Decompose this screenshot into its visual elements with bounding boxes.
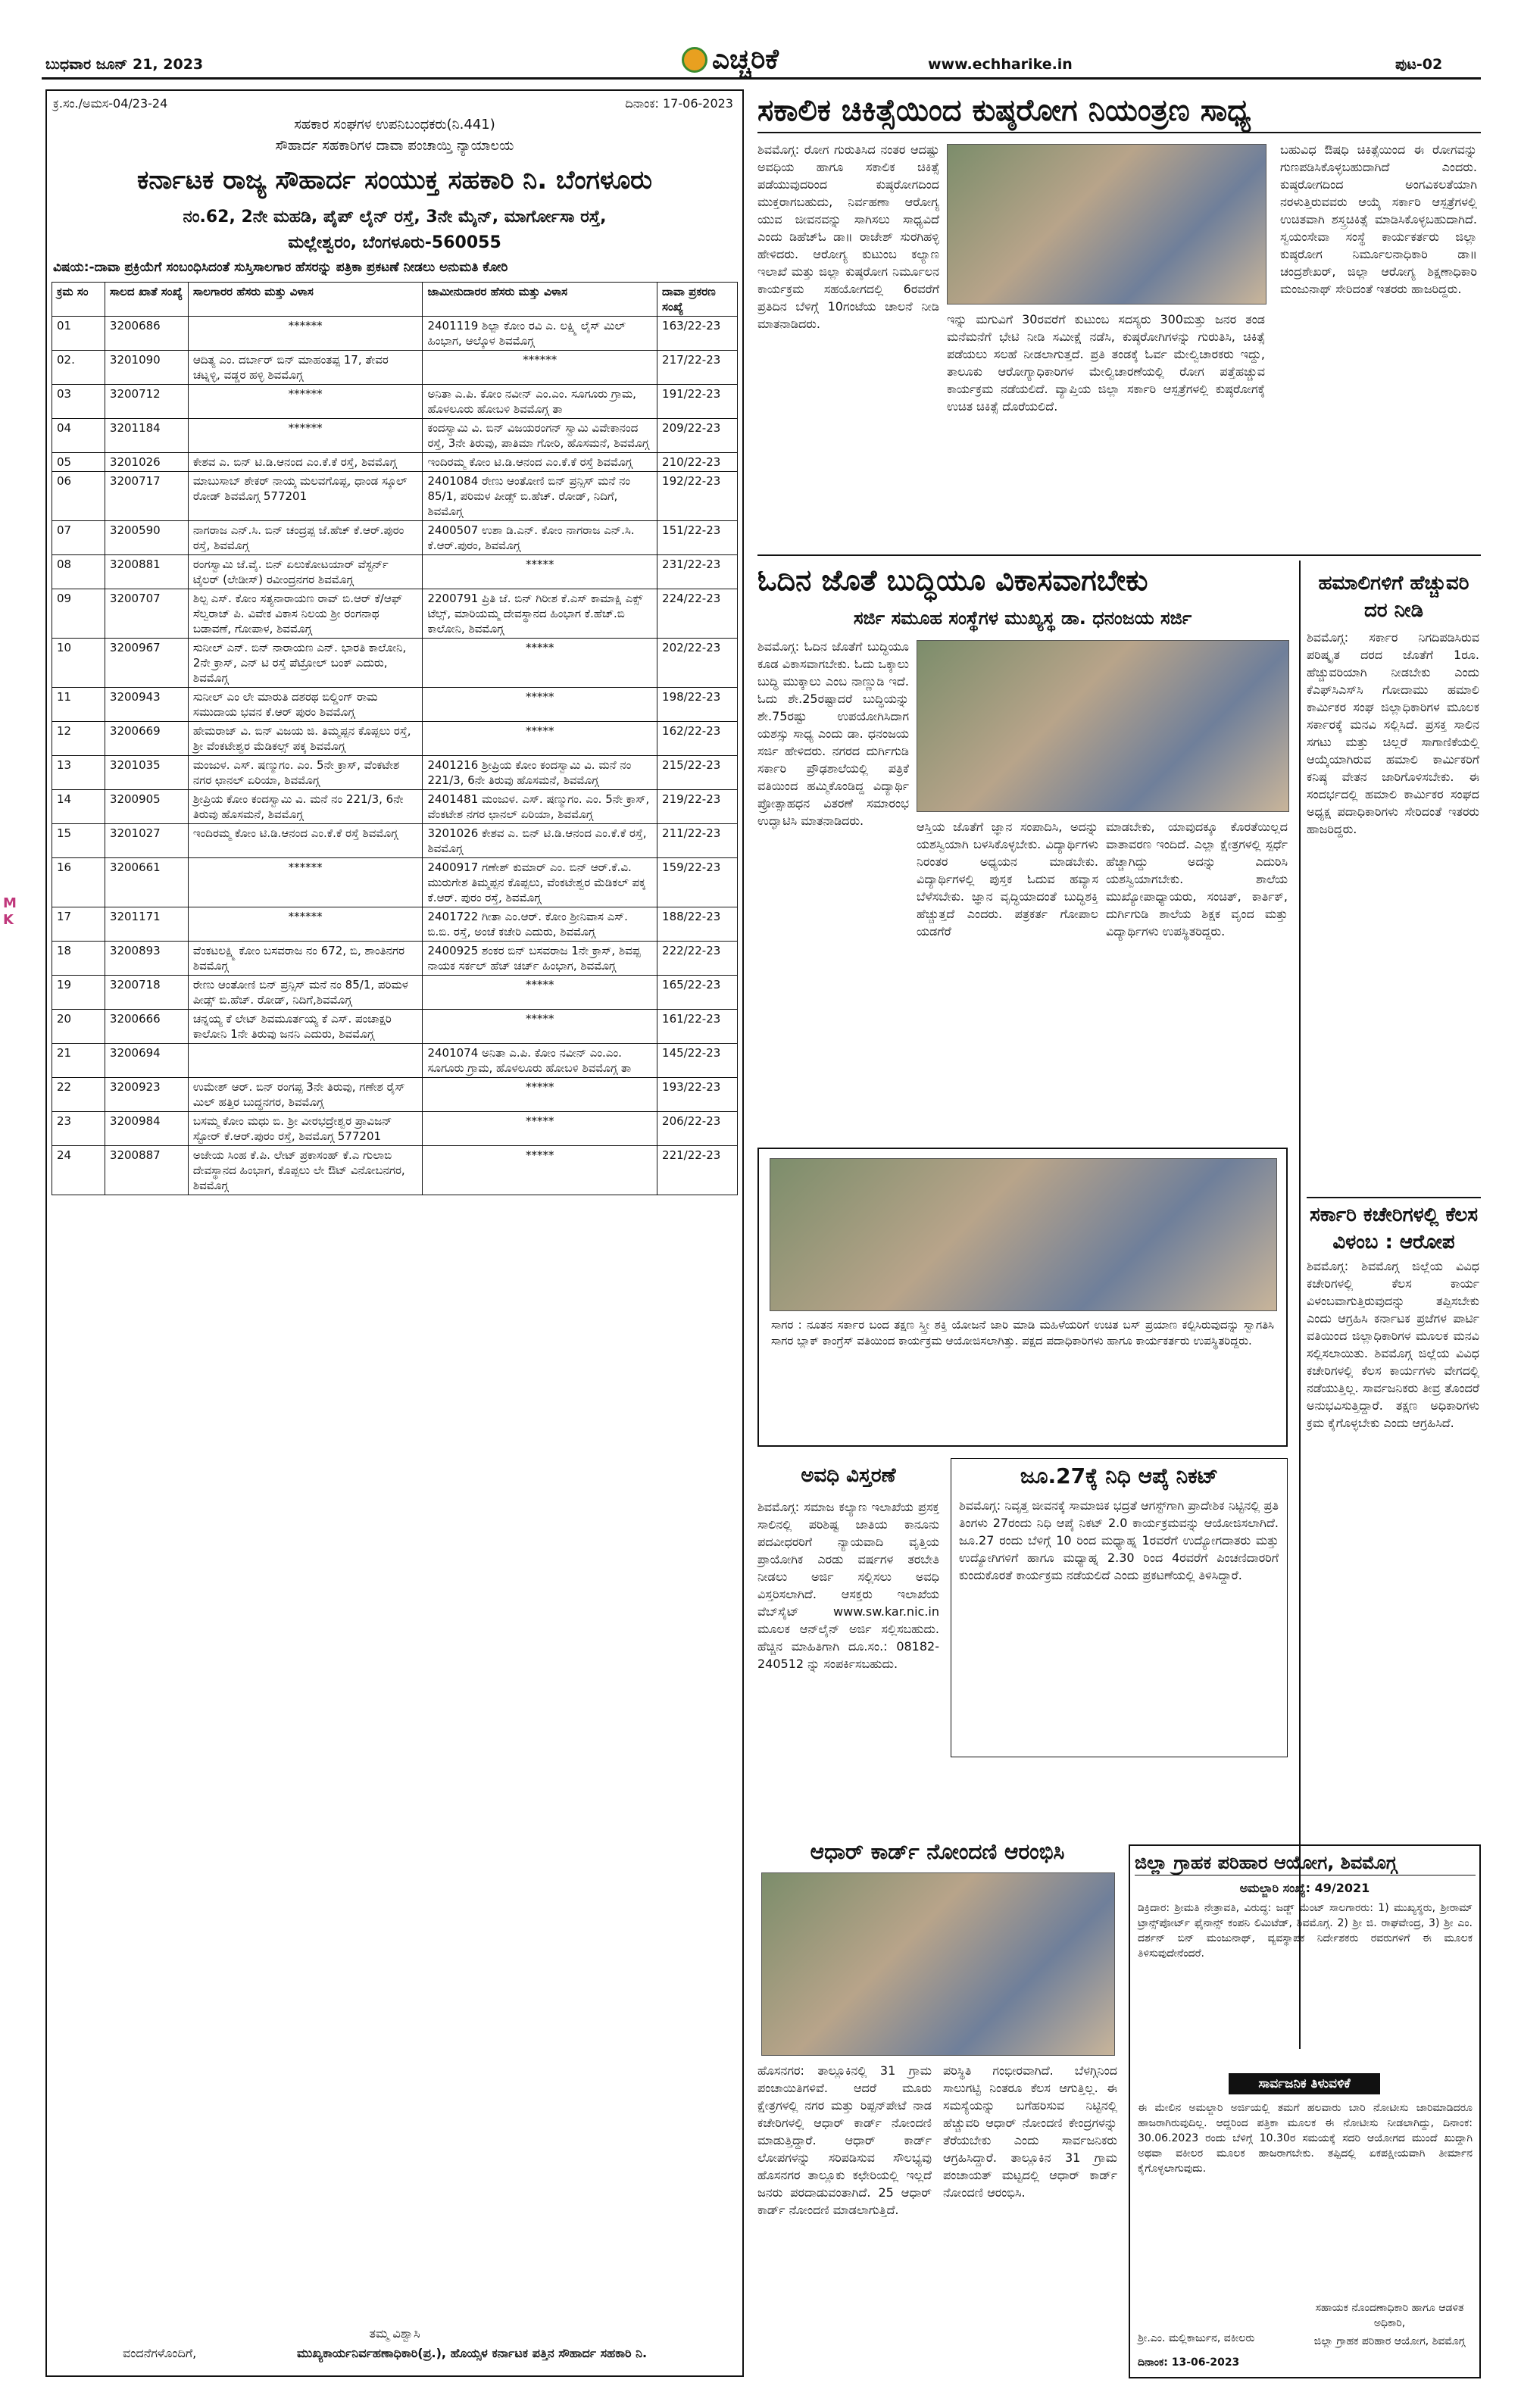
cell-serial: 07 bbox=[52, 521, 105, 555]
cell-serial: 09 bbox=[52, 589, 105, 639]
article2-subheadline: ಸರ್ಜಿ ಸಮೂಹ ಸಂಸ್ಥೆಗಳ ಮುಖ್ಯಸ್ಥ ಡಾ. ಧನಂಜಯ ಸರ್ಜಿ bbox=[853, 607, 1192, 629]
cell-guarantor: ***** bbox=[423, 976, 657, 1010]
cell-serial: 18 bbox=[52, 942, 105, 976]
section-divider bbox=[757, 554, 1481, 556]
cell-account: 3201027 bbox=[105, 824, 188, 858]
cell-serial: 16 bbox=[52, 858, 105, 907]
cell-account: 3200712 bbox=[105, 385, 188, 419]
notice-address-2: ಮಲ್ಲೇಶ್ವರಂ, ಬೆಂಗಳೂರು-560055 bbox=[288, 233, 501, 252]
cell-account: 3200881 bbox=[105, 555, 188, 589]
cell-account: 3200666 bbox=[105, 1010, 188, 1044]
article4-body: ಶಿವಮೊಗ್ಗ: ಶಿವಮೊಗ್ಗ ಜಿಲ್ಲೆಯ ವಿವಿಧ ಕಚೇರಿಗಳಲ್ಲಿ ಕೆಲಸ ಕಾರ್ಯ ವಿಳಂಬವಾಗುತ್ತಿರುವುದನ್ನು ತಪ್ಪಿಸಬೇಕು ಎಂದು ಆಗ್ರಹಿಸಿ ಕರ್ನಾಟಕ ಪ್ರಜೆಗಳ ಪಾರ್ಟಿ ವತಿಯಿಂದ ಜಿಲ್ಲಾಧಿಕಾರಿಗಳ ಮೂಲಕ ಮನವಿ ಸಲ್ಲಿಸಲಾಯಿತು. ಶಿವಮೊಗ್ಗ ಜಿಲ್ಲೆಯ ವಿವಿಧ ಕಚೇರಿಗಳಲ್ಲಿ ಕೆಲಸ ಕಾರ್ಯಗಳು ವೇಗದಲ್ಲಿ ನಡೆಯುತ್ತಿಲ್ಲ. ಸಾರ್ವಜನಿಕರು ತೀವ್ರ ತೊಂದರೆ ಅನುಭವಿಸುತ್ತಿದ್ದಾರೆ. ತಕ್ಷಣ ಅಧಿಕಾರಿಗಳು ಕ್ರಮ ಕೈಗೊಳ್ಳಬೇಕು ಎಂದು ಆಗ್ರಹಿಸಿದೆ. bbox=[1307, 1259, 1479, 1430]
cell-serial: 19 bbox=[52, 976, 105, 1010]
article3-headline: ಹಮಾಲಿಗಳಿಗೆ ಹೆಚ್ಚುವರಿ ದರ ನೀಡಿ bbox=[1318, 572, 1469, 622]
cell-case: 224/22-23 bbox=[657, 589, 738, 639]
court-signatory: ಸಹಾಯಕ ನೊಂದಣಾಧಿಕಾರಿ ಹಾಗೂ ಆಡಳಿತ ಅಧಿಕಾರಿ, bbox=[1315, 2302, 1464, 2329]
article1-col1: ಶಿವಮೊಗ್ಗ: ರೋಗ ಗುರುತಿಸಿದ ನಂತರ ಆದಷ್ಟು ಅವಧಿಯ ಹಾಗೂ ಸಕಾಲಿಕ ಚಿಕಿತ್ಸೆ ಪಡೆಯುವುದರಿಂದ ಕುಷ್ಠರೋಗದಿಂದ ಮುಕ್ತರಾಗಬಹುದು, ನಿರ್ವಹಣಾ ಆರೋಗ್ಯ ಯುವ ಜೀವನವನ್ನು ಸಾಗಿಸಲು ಸಾಧ್ಯವಿದೆ ಎಂದು ಡಿಹೆಚ್‌ಓ ಡಾ॥ ರಾಜೇಶ್ ಸುರಗಿಹಳ್ಳಿ ಹೇಳಿದರು. ಆರೋಗ್ಯ ಕುಟುಂಬ ಕಲ್ಯಾಣ ಇಲಾಖೆ ಮತ್ತು ಜಿಲ್ಲಾ ಕುಷ್ಠರೋಗ ನಿರ್ಮೂಲನ ಕಾರ್ಯಕ್ರಮ ಸಹಯೋಗದಲ್ಲಿ 6ರವರೆಗೆ ಪ್ರತಿದಿನ ಬೆಳಿಗ್ಗೆ 10ಗಂಟೆಯ ಚಾಲನೆ ನೀಡಿ ಮಾತನಾಡಿದರು. bbox=[757, 142, 939, 331]
court-office: ಜಿಲ್ಲಾ ಗ್ರಾಹಕ ಪರಿಹಾರ ಆಯೋಗ, ಶಿವಮೊಗ್ಗ bbox=[1313, 2335, 1466, 2347]
cell-serial: 03 bbox=[52, 385, 105, 419]
cell-case: 163/22-23 bbox=[657, 317, 738, 351]
table-row bbox=[52, 1010, 738, 1044]
cell-case: 209/22-23 bbox=[657, 419, 738, 453]
table-row bbox=[52, 688, 738, 722]
cell-serial: 06 bbox=[52, 472, 105, 521]
cell-case: 151/22-23 bbox=[657, 521, 738, 555]
cell-account: 3200923 bbox=[105, 1078, 188, 1112]
cell-guarantor: ಕಂದಸ್ವಾಮಿ ವಿ. ಬಿನ್ ವಿಜಯರಂಗನ್ ಸ್ವಾಮಿ ವಿವೇಕಾನಂದ ರಸ್ತೆ, 3ನೇ ತಿರುವು, ಪಾತಿಮಾ ಗೋರಿ, ಹೊಸಮನೆ, ಶಿವಮೊಗ್ಗ bbox=[423, 419, 657, 453]
cell-account: 3200669 bbox=[105, 722, 188, 756]
cell-serial: 24 bbox=[52, 1146, 105, 1195]
cell-case: 188/22-23 bbox=[657, 907, 738, 942]
cell-serial: 10 bbox=[52, 639, 105, 688]
cell-guarantor: 2401084 ರೇಣು ಆಂತೋಣಿ ಬಿನ್ ಪ್ರನ್ಸಿಸ್ ಮನೆ ನಂ 85/1, ಪರಿಮಳ ಪೀಡ್ಸ್ ಬಿ.ಹೆಚ್. ರೋಡ್, ನಿದಿಗೆ, ಶಿವಮೊಗ್ಗ bbox=[423, 472, 657, 521]
table-header-row bbox=[52, 283, 738, 317]
article6-body: ಶಿವಮೊಗ್ಗ: ನಿವೃತ್ತ ಜೀವನಕ್ಕೆ ಸಾಮಾಜಿಕ ಭದ್ರತೆ ಆಗಸ್ಟ್‌ಗಾಗಿ ಪ್ರಾದೇಶಿಕ ನಿಟ್ಟಿನಲ್ಲಿ ಪ್ರತಿ ತಿಂಗಳು 27ರಂದು ನಿಧಿ ಆಪ್ಕೆ ನಿಕಟ್ 2.0 ಕಾರ್ಯಕ್ರಮವನ್ನು ಆಯೋಜಿಸಲಾಗಿದೆ. ಜೂ.27 ರಂದು ಬೆಳಿಗ್ಗೆ 10 ರಿಂದ ಮಧ್ಯಾಹ್ನ 1ರವರೆಗೆ ಉದ್ಯೋಗದಾತರು ಮತ್ತು ಉದ್ಯೋಗಿಗಳಿಗೆ ಹಾಗೂ ಮಧ್ಯಾಹ್ನ 2.30 ರಿಂದ 4ರವರೆಗೆ ಪಿಂಚಣಿದಾರರಿಗೆ ಕುಂದುಕೊರತೆ ಕಾರ್ಯಕ್ರಮ ನಡೆಯಲಿದೆ ಎಂದು ಪ್ರಕಟಣೆಯಲ್ಲಿ ತಿಳಿಸಿದ್ದಾರೆ. bbox=[959, 1498, 1279, 1582]
logo-emblem-icon bbox=[682, 47, 707, 73]
cell-guarantor: ಇಂದಿರಮ್ಮ ಕೋಂ ಟಿ.ಡಿ.ಆನಂದ ಎಂ.ಕೆ.ಕೆ ರಸ್ತೆ ಶಿವಮೊಗ್ಗ bbox=[423, 453, 657, 472]
cell-serial: 08 bbox=[52, 555, 105, 589]
cell-guarantor: ***** bbox=[423, 722, 657, 756]
article4-headline: ಸರ್ಕಾರಿ ಕಚೇರಿಗಳಲ್ಲಿ ಕೆಲಸ ವಿಳಂಬ : ಆರೋಪ bbox=[1307, 1197, 1481, 1256]
table-row bbox=[52, 317, 738, 351]
table-row bbox=[52, 453, 738, 472]
cell-guarantor: ***** bbox=[423, 555, 657, 589]
cell-guarantor: 2400917 ಗಣೇಶ್ ಕುಮಾರ್ ಎಂ. ಬಿನ್ ಆರ್.ಕೆ.ವಿ. ಮುರುಗೇಶ ತಿಮ್ಮಪ್ಪನ ಕೊಪ್ಪಲು, ವೆಂಕಟೇಶ್ವರ ಮೆಡಿಕಲ್ ಪಕ್ಕ ಕೆ.ಆರ್. ಪುರಂ ರಸ್ತೆ, ಶಿವಮೊಗ್ಗ bbox=[423, 858, 657, 907]
cell-borrower: ಶ್ರೀಪ್ರಿಯ ಕೋಂ ಕಂದಸ್ವಾಮಿ ವಿ. ಮನೆ ನಂ 221/3, 6ನೇ ತಿರುವು ಹೊಸಮನೆ, ಶಿವಮೊಗ್ಗ bbox=[188, 790, 423, 824]
issue-date: ಬುಧವಾರ ಜೂನ್ 21, 2023 bbox=[45, 56, 204, 73]
table-row bbox=[52, 1112, 738, 1146]
cell-serial: 12 bbox=[52, 722, 105, 756]
cell-guarantor: ***** bbox=[423, 1010, 657, 1044]
cell-guarantor: 2401074 ಅನಿತಾ ಎ.ಪಿ. ಕೋಂ ನವೀನ್ ಎಂ.ಎಂ. ಸೂಗೂರು ಗ್ರಾಮ, ಹೊಳಲೂರು ಹೋಬಳಿ ಶಿವಮೊಗ್ಗ ತಾ bbox=[423, 1044, 657, 1078]
col-header-guarantor: ಜಾಮೀನುದಾರರ ಹೆಸರು ಮತ್ತು ವಿಳಾಸ bbox=[423, 283, 657, 317]
cell-account: 3201090 bbox=[105, 351, 188, 385]
table-row bbox=[52, 1044, 738, 1078]
cell-borrower: ****** bbox=[188, 385, 423, 419]
cell-borrower: ಅಜೇಯ ಸಿಂಹ ಕೆ.ಪಿ. ಲೇಟ್ ಪ್ರಕಾಸಂಹ್ ಕೆ.ಎ ಗುಲಾಬಿ ದೇವಸ್ಥಾನದ ಹಿಂಭಾಗ, ಕೊಪ್ಪಲು ಲೇ ಔಟ್ ವಿನೋಬನಗರ, ಶಿವಮೊಗ್ಗ bbox=[188, 1146, 423, 1195]
public-notice-body: ಈ ಮೇಲಿನ ಅಮಲ್ಜಾರಿ ಅರ್ಜಿಯಲ್ಲಿ ತಮಗೆ ಹಲವಾರು ಬಾರಿ ನೋಟೀಸು ಜಾರಿಮಾಡಿದರೂ ಹಾಜರಾಗಿರುವುದಿಲ್ಲ. ಆದ್ದರಿಂದ ಪತ್ರಿಕಾ ಮೂಲಕ ಈ ನೋಟೀಸು ನೀಡಲಾಗಿದ್ದು, ದಿನಾಂಕ: 30.06.2023 ರಂದು ಬೆಳಿಗ್ಗೆ 10.30ರ ಸಮಯಕ್ಕೆ ಸದರಿ ಆಯೋಗದ ಮುಂದೆ ಖುದ್ದಾಗಿ ಅಥವಾ ವಕೀಲರ ಮೂಲಕ ಹಾಜರಾಗಬೇಕು. ತಪ್ಪಿದಲ್ಲಿ ಏಕಪಕ್ಷೀಯವಾಗಿ ತೀರ್ಮಾನ ಕೈಗೊಳ್ಳಲಾಗುವುದು. bbox=[1138, 2102, 1473, 2175]
cell-guarantor: 2401119 ಶಿಲ್ಪಾ ಕೋಂ ರವಿ ಎ. ಲಕ್ಷ್ಮಿ ಲೈಸ್ ಮಿಲ್ ಹಿಂಭಾಗ, ಆಲ್ಕೊಳ ಶಿವಮೊಗ್ಗ bbox=[423, 317, 657, 351]
cell-guarantor: ****** bbox=[423, 351, 657, 385]
cell-account: 3201171 bbox=[105, 907, 188, 942]
cell-guarantor: ***** bbox=[423, 639, 657, 688]
photo-caption: ಸಾಗರ : ನೂತನ ಸರ್ಕಾರ ಬಂದ ತಕ್ಷಣ ಸ್ತ್ರೀ ಶಕ್ತಿ ಯೋಜನೆ ಜಾರಿ ಮಾಡಿ ಮಹಿಳೆಯರಿಗೆ ಉಚಿತ ಬಸ್ ಪ್ರಯಾಣ ಕಲ್ಪಿಸಿರುವುದನ್ನು ಸ್ವಾಗತಿಸಿ ಸಾಗರ ಬ್ಲಾಕ್ ಕಾಂಗ್ರೆಸ್ ವತಿಯಿಂದ ಕಾರ್ಯಕ್ರಮ ಆಯೋಜಿಸಲಾಗಿತ್ತು. ಪಕ್ಷದ ಪದಾಧಿಕಾರಿಗಳು ಹಾಗೂ ಕಾರ್ಯಕರ್ತರು ಉಪಸ್ಥಿತರಿದ್ದರು. bbox=[771, 1318, 1274, 1348]
article6-box bbox=[951, 1458, 1288, 1757]
table-row bbox=[52, 942, 738, 976]
table-row bbox=[52, 1146, 738, 1195]
article7-col1: ಹೊಸನಗರ: ತಾಲ್ಲೂಕಿನಲ್ಲಿ 31 ಗ್ರಾಮ ಪಂಚಾಯಿತಿಗಳಿವೆ. ಆದರೆ ಮೂರು ಕ್ಷೇತ್ರಗಳಲ್ಲಿ ನಗರ ಮತ್ತು ರಿಪ್ಪನ್‌ಪೇಟೆ ನಾಡ ಕಚೇರಿಗಳಲ್ಲಿ ಆಧಾರ್ ಕಾರ್ಡ್ ನೋಂದಣಿ ಮಾಡುತ್ತಿದ್ದಾರೆ. ಆಧಾರ್ ಕಾರ್ಡ್ ಲೋಪಗಳನ್ನು ಸರಿಪಡಿಸುವ ಸೌಲಭ್ಯವು ಹೊಸನಗರ ತಾಲ್ಲೂಕು ಕಛೇರಿಯಲ್ಲಿ ಇಲ್ಲದೆ ಜನರು ಪರದಾಡುವಂತಾಗಿದೆ. 25 ಆಧಾರ್ ಕಾರ್ಡ್ ನೋಂದಣಿ ಮಾಡಲಾಗುತ್ತಿದೆ. bbox=[757, 2063, 932, 2217]
cell-case: 217/22-23 bbox=[657, 351, 738, 385]
cell-serial: 23 bbox=[52, 1112, 105, 1146]
cell-borrower: ಮಂಜುಳ. ಎಸ್. ಷಣ್ಮುಗಂ. ಎಂ. 5ನೇ ಕ್ರಾಸ್, ವೆಂಕಟೇಶ ನಗರ ಛಾನಲ್ ಏರಿಯಾ, ಶಿವಮೊಗ್ಗ bbox=[188, 756, 423, 790]
col-header-case: ದಾವಾ ಪ್ರಕರಣ ಸಂಖ್ಯೆ bbox=[657, 283, 738, 317]
cell-serial: 21 bbox=[52, 1044, 105, 1078]
header-divider bbox=[42, 77, 1481, 80]
cell-account: 3200590 bbox=[105, 521, 188, 555]
table-row bbox=[52, 589, 738, 639]
cell-case: 231/22-23 bbox=[657, 555, 738, 589]
cell-borrower: ಕೇಶವ ಎ. ಬಿನ್ ಟಿ.ಡಿ.ಆನಂದ ಎಂ.ಕೆ.ಕೆ ರಸ್ತೆ, ಶಿವಮೊಗ್ಗ bbox=[188, 453, 423, 472]
cell-borrower: ಶಿಲ್ಪ ಎಸ್. ಕೋಂ ಸತ್ಯನಾರಾಯಣ ರಾವ್ ಬಿ.ಆರ್ ಕೆ/ಆಫ್ ಸೆಲ್ವರಾಜ್ ಪಿ. ವಿವೇಕ ವಿಕಾಸ ನಿಲಯ ಶ್ರೀ ರಂಗನಾಥ ಬಡಾವಣೆ, ಗೋಪಾಳ, ಶಿವಮೊಗ್ಗ bbox=[188, 589, 423, 639]
cell-guarantor: 3201026 ಕೇಶವ ಎ. ಬಿನ್ ಟಿ.ಡಿ.ಆನಂದ ಎಂ.ಕೆ.ಕೆ ರಸ್ತೆ, ಶಿವಮೊಗ್ಗ bbox=[423, 824, 657, 858]
legal-notice-box bbox=[45, 89, 744, 2377]
cell-borrower: ರೇಣು ಆಂತೋಣಿ ಬಿನ್ ಪ್ರನ್ಸಿಸ್ ಮನೆ ನಂ 85/1, ಪರಿಮಳ ಪೀಡ್ಸ್ ಬಿ.ಹೆಚ್. ರೋಡ್, ನಿದಿಗೆ,ಶಿವಮೊಗ್ಗ bbox=[188, 976, 423, 1010]
page-number: ಪುಟ-02 bbox=[1395, 56, 1443, 73]
table-row bbox=[52, 824, 738, 858]
cell-guarantor: 2401481 ಮಂಜುಳ. ಎಸ್. ಷಣ್ಮುಗಂ. ಎಂ. 5ನೇ ಕ್ರಾಸ್, ವೆಂಕಟೇಶ ನಗರ ಛಾನಲ್ ಏರಿಯಾ, ಶಿವಮೊಗ್ಗ bbox=[423, 790, 657, 824]
cell-account: 3200893 bbox=[105, 942, 188, 976]
column-divider bbox=[1299, 561, 1301, 2049]
notice-regards: ವಂದನೆಗಳೊಂದಿಗೆ, bbox=[123, 2346, 197, 2360]
cell-case: 219/22-23 bbox=[657, 790, 738, 824]
table-row bbox=[52, 419, 738, 453]
cell-account: 3200718 bbox=[105, 976, 188, 1010]
rally-photo bbox=[770, 1158, 1277, 1311]
cell-account: 3200967 bbox=[105, 639, 188, 688]
cell-guarantor: 2400507 ಉಶಾ ಡಿ.ಎನ್. ಕೋಂ ನಾಗರಾಜ ಎನ್.ಸಿ. ಕೆ.ಆರ್.ಪುರಂ, ಶಿವಮೊಗ್ಗ bbox=[423, 521, 657, 555]
table-row bbox=[52, 521, 738, 555]
article5-body: ಶಿವಮೊಗ್ಗ: ಸಮಾಜ ಕಲ್ಯಾಣ ಇಲಾಖೆಯ ಪ್ರಸಕ್ತ ಸಾಲಿನಲ್ಲಿ ಪರಿಶಿಷ್ಟ ಜಾತಿಯ ಕಾನೂನು ಪದವೀಧರರಿಗೆ ನ್ಯಾಯವಾದಿ ವೃತ್ತಿಯ ಪ್ರಾಯೋಗಿಕ ಎರಡು ವರ್ಷಗಳ ತರಬೇತಿ ನೀಡಲು ಅರ್ಜಿ ಸಲ್ಲಿಸಲು ಅವಧಿ ವಿಸ್ತರಿಸಲಾಗಿದೆ. ಆಸಕ್ತರು ಇಲಾಖೆಯ ವೆಬ್‌ಸೈಟ್ www.sw.kar.nic.in ಮೂಲಕ ಆನ್‌ಲೈನ್ ಅರ್ಜಿ ಸಲ್ಲಿಸಬಹುದು. ಹೆಚ್ಚಿನ ಮಾಹಿತಿಗಾಗಿ ದೂ.ಸಂ.: 08182-240512 ನ್ನು ಸಂಪರ್ಕಿಸಬಹುದು. bbox=[757, 1500, 939, 1671]
cell-account: 3201184 bbox=[105, 419, 188, 453]
cell-borrower: ಇಂದಿರಮ್ಮ ಕೋಂ ಟಿ.ಡಿ.ಆನಂದ ಎಂ.ಕೆ.ಕೆ ರಸ್ತೆ ಶಿವಮೊಗ್ಗ bbox=[188, 824, 423, 858]
notice-address-1: ನಂ.62, 2ನೇ ಮಹಡಿ, ಪೈಪ್ ಲೈನ್ ರಸ್ತೆ, 3ನೇ ಮೈನ್, ಮಾರ್ಗೋಸಾ ರಸ್ತೆ, bbox=[183, 208, 607, 226]
col-header-serial: ಕ್ರಮ ಸಂ bbox=[52, 283, 105, 317]
cell-borrower: ನಾಗರಾಜ ಎನ್.ಸಿ. ಬಿನ್ ಚಂದ್ರಪ್ಪ ಜೆ.ಹೆಚ್ ಕೆ.ಆರ್.ಪುರಂ ರಸ್ತೆ, ಶಿವಮೊಗ್ಗ bbox=[188, 521, 423, 555]
cell-serial: 22 bbox=[52, 1078, 105, 1112]
cell-borrower: ****** bbox=[188, 419, 423, 453]
cell-serial: 13 bbox=[52, 756, 105, 790]
court-body: ಡಿಕ್ರಿದಾರ: ಶ್ರೀಮತಿ ನೇತ್ರಾವತಿ, ವಿರುದ್ಧ: ಜಡ್ಜ್ ಮೆಂಟ್ ಸಾಲಗಾರರು: 1) ಮುಖ್ಯಸ್ಥರು, ಶ್ರೀರಾಮ್ ಟ್ರಾನ್ಸ್‌ಪೋರ್ಟ್ ಫೈನಾನ್ಸ್ ಕಂಪನಿ ಲಿಮಿಟೆಡ್, ಶಿವಮೊಗ್ಗ. 2) ಶ್ರೀ ಜಿ. ರಾಘವೇಂದ್ರ, 3) ಶ್ರೀ ಎಂ. ದರ್ಶನ್ ಬಿನ್ ಮಂಜುನಾಥ್, ವ್ಯವಸ್ಥಾಪಕ ನಿರ್ದೇಶಕರು ರವರುಗಳಿಗೆ ಈ ಮೂಲಕ ತಿಳಿಸುವುದೇನೆಂದರೆ. bbox=[1138, 1902, 1473, 1960]
cell-borrower: ಬಸಮ್ಮ ಕೋಂ ಮಧು ಬಿ. ಶ್ರೀ ವೀರಭದ್ರೇಶ್ವರ ಪ್ರಾವಿಜನ್ ಸ್ಟೋರ್ ಕೆ.ಆರ್.ಪುರಂ ರಸ್ತೆ, ಶಿವಮೊಗ್ಗ 577201 bbox=[188, 1112, 423, 1146]
cell-case: 165/22-23 bbox=[657, 976, 738, 1010]
cell-serial: 15 bbox=[52, 824, 105, 858]
article2-col2: ಆಸ್ತಿಯ ಜೊತೆಗೆ ಜ್ಞಾನ ಸಂಪಾದಿಸಿ, ಅದನ್ನು ಯಶಸ್ವಿಯಾಗಿ ಬಳಸಿಕೊಳ್ಳಬೇಕು. ವಿದ್ಯಾರ್ಥಿಗಳು ನಿರಂತರ ಅಧ್ಯಯನ ಮಾಡಬೇಕು. ವಿದ್ಯಾರ್ಥಿಗಳಲ್ಲಿ ಪುಸ್ತಕ ಓದುವ ಹವ್ಯಾಸ ಬೆಳೆಸಬೇಕು. ಜ್ಞಾನ ವೃದ್ಧಿಯಾದಂತೆ ಬುದ್ಧಿಶಕ್ತಿ ಹೆಚ್ಚುತ್ತದೆ ಎಂದರು. ಪತ್ರಕರ್ತ ಗೋಪಾಲ ಯಡಗೆರೆ bbox=[917, 820, 1098, 939]
cell-serial: 20 bbox=[52, 1010, 105, 1044]
notice-ref: ಕ್ರ.ಸಂ./ಅಮಸ-04/23-24 bbox=[53, 96, 168, 111]
table-row bbox=[52, 639, 738, 688]
article2-col3: ಮಾಡಬೇಕು, ಯಾವುದಕ್ಕೂ ಕೊರತೆಯಿಲ್ಲದ ವಾತಾವರಣ ಇಂದಿದೆ. ಎಲ್ಲಾ ಕ್ಷೇತ್ರಗಳಲ್ಲಿ ಸ್ಪರ್ಧೆ ಹೆಚ್ಚಾಗಿದ್ದು ಅದನ್ನು ಎದುರಿಸಿ ಯಶಸ್ವಿಯಾಗಬೇಕು. ಶಾಲೆಯ ಮುಖ್ಯೋಪಾಧ್ಯಾಯರು, ಸಂಚಿತ್, ಕಾರ್ತಿಕ್, ದುರ್ಗಿಗುಡಿ ಶಾಲೆಯ ಶಿಕ್ಷಕ ವೃಂದ ಮತ್ತು ವಿದ್ಯಾರ್ಥಿಗಳು ಉಪಸ್ಥಿತರಿದ್ದರು. bbox=[1106, 820, 1288, 939]
notice-authority: ಸಹಕಾರ ಸಂಘಗಳ ಉಪನಿಬಂಧಕರು(ನಿ.441) bbox=[294, 117, 495, 133]
article1-col3: ಬಹುವಿಧ ಔಷಧಿ ಚಿಕಿತ್ಸೆಯಿಂದ ಈ ರೋಗವನ್ನು ಗುಣಪಡಿಸಿಕೊಳ್ಳಬಹುದಾಗಿದೆ ಎಂದರು. ಕುಷ್ಠರೋಗದಿಂದ ಅಂಗವಿಕಲತೆಯಾಗಿ ನರಳುತ್ತಿರುವವರು ಆಯ್ಕೆ ಸರ್ಕಾರಿ ಆಸ್ಪತ್ರೆಗಳಲ್ಲಿ ಉಚಿತವಾಗಿ ಶಸ್ತ್ರಚಿಕಿತ್ಸೆ ಮಾಡಿಸಿಕೊಳ್ಳಬಹುದಾಗಿದೆ. ಸ್ವಯಂಸೇವಾ ಸಂಸ್ಥೆ ಕಾರ್ಯಕರ್ತರು ಜಿಲ್ಲಾ ಕುಷ್ಠರೋಗ ನಿರ್ಮೂಲನಾಧಿಕಾರಿ ಡಾ॥ ಚಂದ್ರಶೇಖರ್, ಜಿಲ್ಲಾ ಆರೋಗ್ಯ ಶಿಕ್ಷಣಾಧಿಕಾರಿ ಮಂಜುನಾಥ್ ಸೇರಿದಂತೆ ಇತರರು ಹಾಜರಿದ್ದರು. bbox=[1280, 142, 1477, 296]
cell-case: 222/22-23 bbox=[657, 942, 738, 976]
cell-guarantor: ***** bbox=[423, 1146, 657, 1195]
cell-account: 3200943 bbox=[105, 688, 188, 722]
masthead-logo[interactable] bbox=[682, 44, 779, 76]
cell-borrower: ಆದಿತ್ಯ ಎಂ. ದರ್ಬಾರ್ ಬಿನ್ ಮಾಹಂತಪ್ಪ 17, ತೇವರ ಚಟ್ನಳ್ಳಿ, ವಡ್ಡರ ಹಳ್ಳಿ ಶಿವಮೊಗ್ಗ bbox=[188, 351, 423, 385]
article2-headline: ಓದಿನ ಜೊತೆ ಬುದ್ಧಿಯೂ ವಿಕಾಸವಾಗಬೇಕು bbox=[757, 564, 1148, 597]
cell-borrower: ರಂಗಸ್ವಾಮಿ ಜೆ.ವೈ. ಬಿನ್ ಏಲುಕೋಟಯಾರ್ ವೆಸ್ಟರ್ನ್ ಟೈಲರ್ (ಲೇಡೀಸ್) ರವೀಂದ್ರನಗರ ಶಿವಮೊಗ್ಗ bbox=[188, 555, 423, 589]
notice-org-title: ಕರ್ನಾಟಕ ರಾಜ್ಯ ಸೌಹಾರ್ದ ಸಂಯುಕ್ತ ಸಹಕಾರಿ ನಿ. ಬೆಂಗಳೂರು bbox=[137, 165, 652, 195]
cell-account: 3200707 bbox=[105, 589, 188, 639]
cell-guarantor: 2401722 ಗೀತಾ ಎಂ.ಆರ್. ಕೋಂ ಶ್ರೀನಿವಾಸ ಎಸ್. ಬಿ.ಬಿ. ರಸ್ತೆ, ಅಂಚೆ ಕಚೇರಿ ಎದುರು, ಶಿವಮೊಗ್ಗ bbox=[423, 907, 657, 942]
cell-serial: 04 bbox=[52, 419, 105, 453]
article1-col2: ಇನ್ನು ಮಗುವಿಗೆ 30ರವರೆಗೆ ಕುಟುಂಬ ಸದಸ್ಯರು 300ಮತ್ತು ಜನರ ತಂಡ ಮನೆಮನೆಗೆ ಭೇಟಿ ನೀಡಿ ಸಮೀಕ್ಷೆ ನಡೆಸಿ, ಕುಷ್ಠರೋಗಿಗಳನ್ನು ಗುರುತಿಸಿ, ಚಿಕಿತ್ಸೆ ಪಡೆಯಲು ಸಲಹೆ ನೀಡಲಾಗುತ್ತದೆ. ಪ್ರತಿ ತಂಡಕ್ಕೆ ಓರ್ವ ಮೇಲ್ವಿಚಾರಕರು ಇದ್ದು, ತಾಲೂಕು ಆರೋಗ್ಯಾಧಿಕಾರಿಗಳ ಮೇಲ್ವಿಚಾರಣೆಯಲ್ಲಿ ರೋಗ ಪತ್ತೆಹಚ್ಚುವ ಕಾರ್ಯಕ್ರಮ ನಡೆಯಲಿದೆ. ವ್ಯಾಪ್ತಿಯ ಜಿಲ್ಲಾ ಸರ್ಕಾರಿ ಆಸ್ಪತ್ರೆಗಳಲ್ಲಿ ಕುಷ್ಠರೋಗಕ್ಕೆ ಉಚಿತ ಚಿಕಿತ್ಸೆ ದೊರೆಯಲಿದೆ. bbox=[947, 312, 1265, 414]
cell-borrower: ಚನ್ನಯ್ಯ ಕೆ ಲೇಟ್ ಶಿವಮೂರ್ತಯ್ಯ ಕೆ ಎಸ್. ಪಂಚಾಕ್ಷರಿ ಕಾಲೋನಿ 1ನೇ ತಿರುವು ಜನನಿ ಎದುರು, ಶಿವಮೊಗ್ಗ bbox=[188, 1010, 423, 1044]
table-row bbox=[52, 351, 738, 385]
cell-case: 215/22-23 bbox=[657, 756, 738, 790]
court-advocate: ಶ್ರೀ.ಎಂ. ಮಲ್ಲಿಕಾರ್ಜುನ, ವಕೀಲರು bbox=[1138, 2332, 1255, 2344]
cell-account: 3200984 bbox=[105, 1112, 188, 1146]
notice-subject: ವಿಷಯ:-ದಾವಾ ಪ್ರಕ್ರಿಯೆಗೆ ಸಂಬಂಧಿಸಿದಂತೆ ಸುಸ್ತಿಸಾಲಗಾರ ಹೆಸರನ್ನು ಪತ್ರಿಕಾ ಪ್ರಕಟಣೆ ನೀಡಲು ಅನುಮತಿ ಕೋರಿ bbox=[53, 260, 508, 275]
table-row bbox=[52, 1078, 738, 1112]
cell-case: 221/22-23 bbox=[657, 1146, 738, 1195]
cell-borrower: ವೆಂಕಟಲಕ್ಷ್ಮಿ ಕೋಂ ಬಸವರಾಜ ನಂ 672, ಬಿ, ಶಾಂತಿನಗರ ಶಿವಮೊಗ್ಗ bbox=[188, 942, 423, 976]
cell-account: 3201026 bbox=[105, 453, 188, 472]
cell-case: 202/22-23 bbox=[657, 639, 738, 688]
col-header-account: ಸಾಲದ ಖಾತೆ ಸಂಖ್ಯೆ bbox=[105, 283, 188, 317]
cell-guarantor: ***** bbox=[423, 688, 657, 722]
public-notice-title: ಸಾರ್ವಜನಿಕ ತಿಳುವಳಿಕೆ bbox=[1229, 2073, 1380, 2094]
cell-borrower: ಸುನೀಲ್ ಎಂ ಲೇ ಮಾರುತಿ ದಶರಥ ಬಿಲ್ಡಿಂಗ್ ರಾಮ ಸಮುದಾಯ ಭವನ ಕೆ.ಆರ್ ಪುರಂ ಶಿವಮೊಗ್ಗ bbox=[188, 688, 423, 722]
cell-borrower: ****** bbox=[188, 907, 423, 942]
cell-guarantor: 2400925 ಶಂಕರ ಬಿನ್ ಬಸವರಾಜ 1ನೇ ಕ್ರಾಸ್, ಶಿವಪ್ಪ ನಾಯಕ ಸರ್ಕಲ್ ಹೆಚ್ ಚರ್ಚ್ ಹಿಂಭಾಗ, ಶಿವಮೊಗ್ಗ bbox=[423, 942, 657, 976]
table-row bbox=[52, 790, 738, 824]
cell-case: 211/22-23 bbox=[657, 824, 738, 858]
cell-case: 193/22-23 bbox=[657, 1078, 738, 1112]
table-row bbox=[52, 472, 738, 521]
cell-borrower: ಉಮೇಶ್ ಆರ್. ಬಿನ್ ರಂಗಪ್ಪ 3ನೇ ತಿರುವು, ಗಣೇಶ ರೈಸ್ ಮಿಲ್ ಹತ್ತಿರ ಬುದ್ಧನಗರ, ಶಿವಮೊಗ್ಗ bbox=[188, 1078, 423, 1112]
cell-case: 162/22-23 bbox=[657, 722, 738, 756]
article2-photo bbox=[917, 640, 1289, 812]
notice-date: ದಿನಾಂಕ: 17-06-2023 bbox=[625, 96, 733, 111]
article1-photo bbox=[947, 144, 1266, 305]
caption-photo-box bbox=[757, 1148, 1288, 1447]
cell-account: 3200686 bbox=[105, 317, 188, 351]
cell-account: 3200887 bbox=[105, 1146, 188, 1195]
cell-case: 159/22-23 bbox=[657, 858, 738, 907]
table-row bbox=[52, 756, 738, 790]
cell-case: 192/22-23 bbox=[657, 472, 738, 521]
article3-body: ಶಿವಮೊಗ್ಗ: ಸರ್ಕಾರ ನಿಗದಿಪಡಿಸಿರುವ ಪರಿಷ್ಕೃತ ದರದ ಜೊತೆಗೆ 1ರೂ. ಹೆಚ್ಚುವರಿಯಾಗಿ ನೀಡಬೇಕು ಎಂದು ಕೆಎಫ್‌ಸಿಎಸ್‌ಸಿ ಗೋದಾಮು ಹಮಾಲಿ ಕಾರ್ಮಿಕರ ಸಂಘ ಜಿಲ್ಲಾಧಿಕಾರಿಗಳ ಮೂಲಕ ಸರ್ಕಾರಕ್ಕೆ ಮನವಿ ಸಲ್ಲಿಸಿದೆ. ಪ್ರಸಕ್ತ ಸಾಲಿನ ಸಗಟು ಮತ್ತು ಚಿಲ್ಲರೆ ಸಾಗಾಣಿಕೆಯಲ್ಲಿ ಆಯ್ಕೆಯಾಗಿರುವ ಹಮಾಲಿ ಕಾರ್ಮಿಕರಿಗೆ ಕನಿಷ್ಠ ವೇತನ ಜಾರಿಗೊಳಿಸಬೇಕು. ಈ ಸಂದರ್ಭದಲ್ಲಿ ಹಮಾಲಿ ಕಾರ್ಮಿಕರ ಸಂಘದ ಅಧ್ಯಕ್ಷ ಪದಾಧಿಕಾರಿಗಳು ಸೇರಿದಂತೆ ಇತರರು ಹಾಜರಿದ್ದರು. bbox=[1307, 630, 1479, 836]
cell-case: 191/22-23 bbox=[657, 385, 738, 419]
cell-account: 3200661 bbox=[105, 858, 188, 907]
website-link[interactable]: www.echharike.in bbox=[928, 56, 1073, 73]
court-notice-box bbox=[1129, 1844, 1481, 2378]
cell-guarantor: 2200791 ಪ್ರಿತಿ ಜೆ. ಬಿನ್ ಗಿರೀಶ ಕೆ.ಎಸ್ ಕಾಮಾಕ್ಷಿ ಎಕ್ಸ್ ಟೆಲ್ಸ್, ಮಾರಿಯಮ್ಮ ದೇವಸ್ಥಾನದ ಹಿಂಭಾಗ ಕೆ.ಹೆಚ್.ಬಿ ಕಾಲೋನಿ, ಶಿವಮೊಗ್ಗ bbox=[423, 589, 657, 639]
cell-case: 161/22-23 bbox=[657, 1010, 738, 1044]
table-row bbox=[52, 976, 738, 1010]
article6-headline: ಜೂ.27ಕ್ಕೆ ನಿಧಿ ಆಪ್ಕೆ ನಿಕಟ್ bbox=[1020, 1463, 1219, 1488]
defaulters-table bbox=[52, 282, 738, 1195]
cell-guarantor: 2401216 ಶ್ರೀಪ್ರಿಯ ಕೋಂ ಕಂದಸ್ವಾಮಿ ವಿ. ಮನೆ ನಂ 221/3, 6ನೇ ತಿರುವು ಹೊಸಮನೆ, ಶಿವಮೊಗ್ಗ bbox=[423, 756, 657, 790]
article7-photo bbox=[761, 1872, 1115, 2056]
cell-serial: 14 bbox=[52, 790, 105, 824]
article5-headline: ಅವಧಿ ವಿಸ್ತರಣೆ bbox=[801, 1464, 896, 1487]
article1-headline: ಸಕಾಲಿಕ ಚಿಕಿತ್ಸೆಯಿಂದ ಕುಷ್ಠರೋಗ ನಿಯಂತ್ರಣ ಸಾಧ್ಯ bbox=[757, 89, 1481, 133]
cell-borrower: ****** bbox=[188, 317, 423, 351]
cell-serial: 05 bbox=[52, 453, 105, 472]
cell-borrower: ಸುನೀಲ್ ಎನ್. ಬಿನ್ ನಾರಾಯಣ ಎನ್. ಭಾರತಿ ಕಾಲೋನಿ, 2ನೇ ಕ್ರಾಸ್, ಎನ್ ಟಿ ರಸ್ತೆ ಪೆಟ್ರೋಲ್ ಬಂಕ್ ಎದುರು, ಶಿವಮೊಗ್ಗ bbox=[188, 639, 423, 688]
cell-guarantor: ***** bbox=[423, 1112, 657, 1146]
cell-account: 3200717 bbox=[105, 472, 188, 521]
table-row bbox=[52, 555, 738, 589]
cell-serial: 02. bbox=[52, 351, 105, 385]
court-date: ದಿನಾಂಕ: 13-06-2023 bbox=[1138, 2356, 1240, 2369]
article2-col1: ಶಿವಮೊಗ್ಗ: ಓದಿನ ಜೊತೆಗೆ ಬುದ್ಧಿಯೂ ಕೂಡ ವಿಕಾಸವಾಗಬೇಕು. ಓದು ಒಕ್ಕಾಲು ಬುದ್ಧಿ ಮುಕ್ಕಾಲು ಎಂಬ ನಾಣ್ಣುಡಿ ಇದೆ. ಓದು ಶೇ.25ರಷ್ಟಾದರೆ ಬುದ್ಧಿಯನ್ನು ಶೇ.75ರಷ್ಟು ಉಪಯೋಗಿಸಿದಾಗ ಯಶಸ್ಸು ಸಾಧ್ಯ ಎಂದು ಡಾ. ಧನಂಜಯ ಸರ್ಜಿ ಹೇಳಿದರು. ನಗರದ ದುರ್ಗಿಗುಡಿ ಸರ್ಕಾರಿ ಪ್ರೌಢಶಾಲೆಯಲ್ಲಿ ಪತ್ರಿಕೆ ವತಿಯಿಂದ ಹಮ್ಮಿಕೊಂಡಿದ್ದ ವಿದ್ಯಾರ್ಥಿ ಪ್ರೋತ್ಸಾಹಧನ ವಿತರಣೆ ಸಮಾರಂಭ ಉದ್ಘಾಟಿಸಿ ಮಾತನಾಡಿದರು. bbox=[757, 639, 909, 828]
cell-borrower: ****** bbox=[188, 858, 423, 907]
cell-case: 210/22-23 bbox=[657, 453, 738, 472]
notice-court: ಸೌಹಾರ್ದ ಸಹಕಾರಿಗಳ ದಾವಾ ಪಂಚಾಯ್ತಿ ನ್ಯಾಯಾಲಯ bbox=[275, 138, 514, 154]
notice-signatory: ಮುಖ್ಯಕಾರ್ಯನಿರ್ವಹಣಾಧಿಕಾರಿ(ಪ್ರ.), ಹೊಯ್ಸಳ ಕರ್ನಾಟಕ ಪತ್ತಿನ ಸೌಹಾರ್ದ ಸಹಕಾರಿ ನಿ. bbox=[297, 2346, 648, 2360]
cell-serial: 17 bbox=[52, 907, 105, 942]
masthead-title: ಎಚ್ಚರಿಕೆ bbox=[712, 44, 779, 75]
cell-borrower bbox=[188, 1044, 423, 1078]
cell-serial: 11 bbox=[52, 688, 105, 722]
registration-marks: M K bbox=[3, 895, 17, 928]
cell-case: 145/22-23 bbox=[657, 1044, 738, 1078]
table-row bbox=[52, 858, 738, 907]
cell-serial: 01 bbox=[52, 317, 105, 351]
cell-account: 3200694 bbox=[105, 1044, 188, 1078]
table-row bbox=[52, 385, 738, 419]
col-header-borrower: ಸಾಲಗಾರರ ಹೆಸರು ಮತ್ತು ವಿಳಾಸ bbox=[188, 283, 423, 317]
cell-account: 3200905 bbox=[105, 790, 188, 824]
court-title: ಜಿಲ್ಲಾ ಗ್ರಾಹಕ ಪರಿಹಾರ ಆಯೋಗ, ಶಿವಮೊಗ್ಗ bbox=[1135, 1851, 1476, 1875]
cell-case: 206/22-23 bbox=[657, 1112, 738, 1146]
cell-guarantor: ***** bbox=[423, 1078, 657, 1112]
cell-borrower: ಮಾಬುಸಾಬ್ ಶೇಕರ್ ನಾಯ್ಕ ಮಲವಗೊಪ್ಪ, ಧಾಂಡ ಸ್ಕೂಲ್ ರೋಡ್ ಶಿವಮೊಗ್ಗ 577201 bbox=[188, 472, 423, 521]
cell-borrower: ಹೇಮರಾಜ್ ವಿ. ಬಿನ್ ವಿಜಯ ಜಿ. ತಿಮ್ಮಪ್ಪನ ಕೊಪ್ಪಲು ರಸ್ತೆ, ಶ್ರೀ ವೆಂಕಟೇಶ್ವರ ಮೆಡಿಕಲ್ಸ್ ಪಕ್ಕ ಶಿವಮೊಗ್ಗ bbox=[188, 722, 423, 756]
article7-headline: ಆಧಾರ್ ಕಾರ್ಡ್ ನೋಂದಣಿ ಆರಂಭಿಸಿ bbox=[810, 1839, 1065, 1864]
cell-account: 3201035 bbox=[105, 756, 188, 790]
notice-closing: ತಮ್ಮ ವಿಶ್ವಾಸಿ bbox=[369, 2326, 420, 2341]
table-row bbox=[52, 907, 738, 942]
court-case-number: ಅಮಲ್ಜಾರಿ ಸಂಖ್ಯೆ: 49/2021 bbox=[1239, 1881, 1370, 1895]
article7-col2: ಪರಿಸ್ಥಿತಿ ಗಂಭೀರವಾಗಿದೆ. ಬೆಳಗ್ಗಿನಿಂದ ಸಾಲುಗಟ್ಟಿ ನಿಂತರೂ ಕೆಲಸ ಆಗುತ್ತಿಲ್ಲ. ಈ ಸಮಸ್ಯೆಯನ್ನು ಬಗೆಹರಿಸುವ ನಿಟ್ಟಿನಲ್ಲಿ ಹೆಚ್ಚುವರಿ ಆಧಾರ್ ನೋಂದಣಿ ಕೇಂದ್ರಗಳನ್ನು ತೆರೆಯಬೇಕು ಎಂದು ಸಾರ್ವಜನಿಕರು ಆಗ್ರಹಿಸಿದ್ದಾರೆ. ತಾಲ್ಲೂಕಿನ 31 ಗ್ರಾಮ ಪಂಚಾಯತ್ ಮಟ್ಟದಲ್ಲಿ ಆಧಾರ್ ಕಾರ್ಡ್ ನೋಂದಣಿ ಆರಂಭಿಸಿ. bbox=[943, 2063, 1117, 2200]
cell-case: 198/22-23 bbox=[657, 688, 738, 722]
table-row bbox=[52, 722, 738, 756]
cell-guarantor: ಅನಿತಾ ಎ.ಪಿ. ಕೋಂ ನವೀನ್ ಎಂ.ಎಂ. ಸೂಗೂರು ಗ್ರಾಮ, ಹೊಳಲೂರು ಹೋಬಳಿ ಶಿವಮೊಗ್ಗ ತಾ bbox=[423, 385, 657, 419]
